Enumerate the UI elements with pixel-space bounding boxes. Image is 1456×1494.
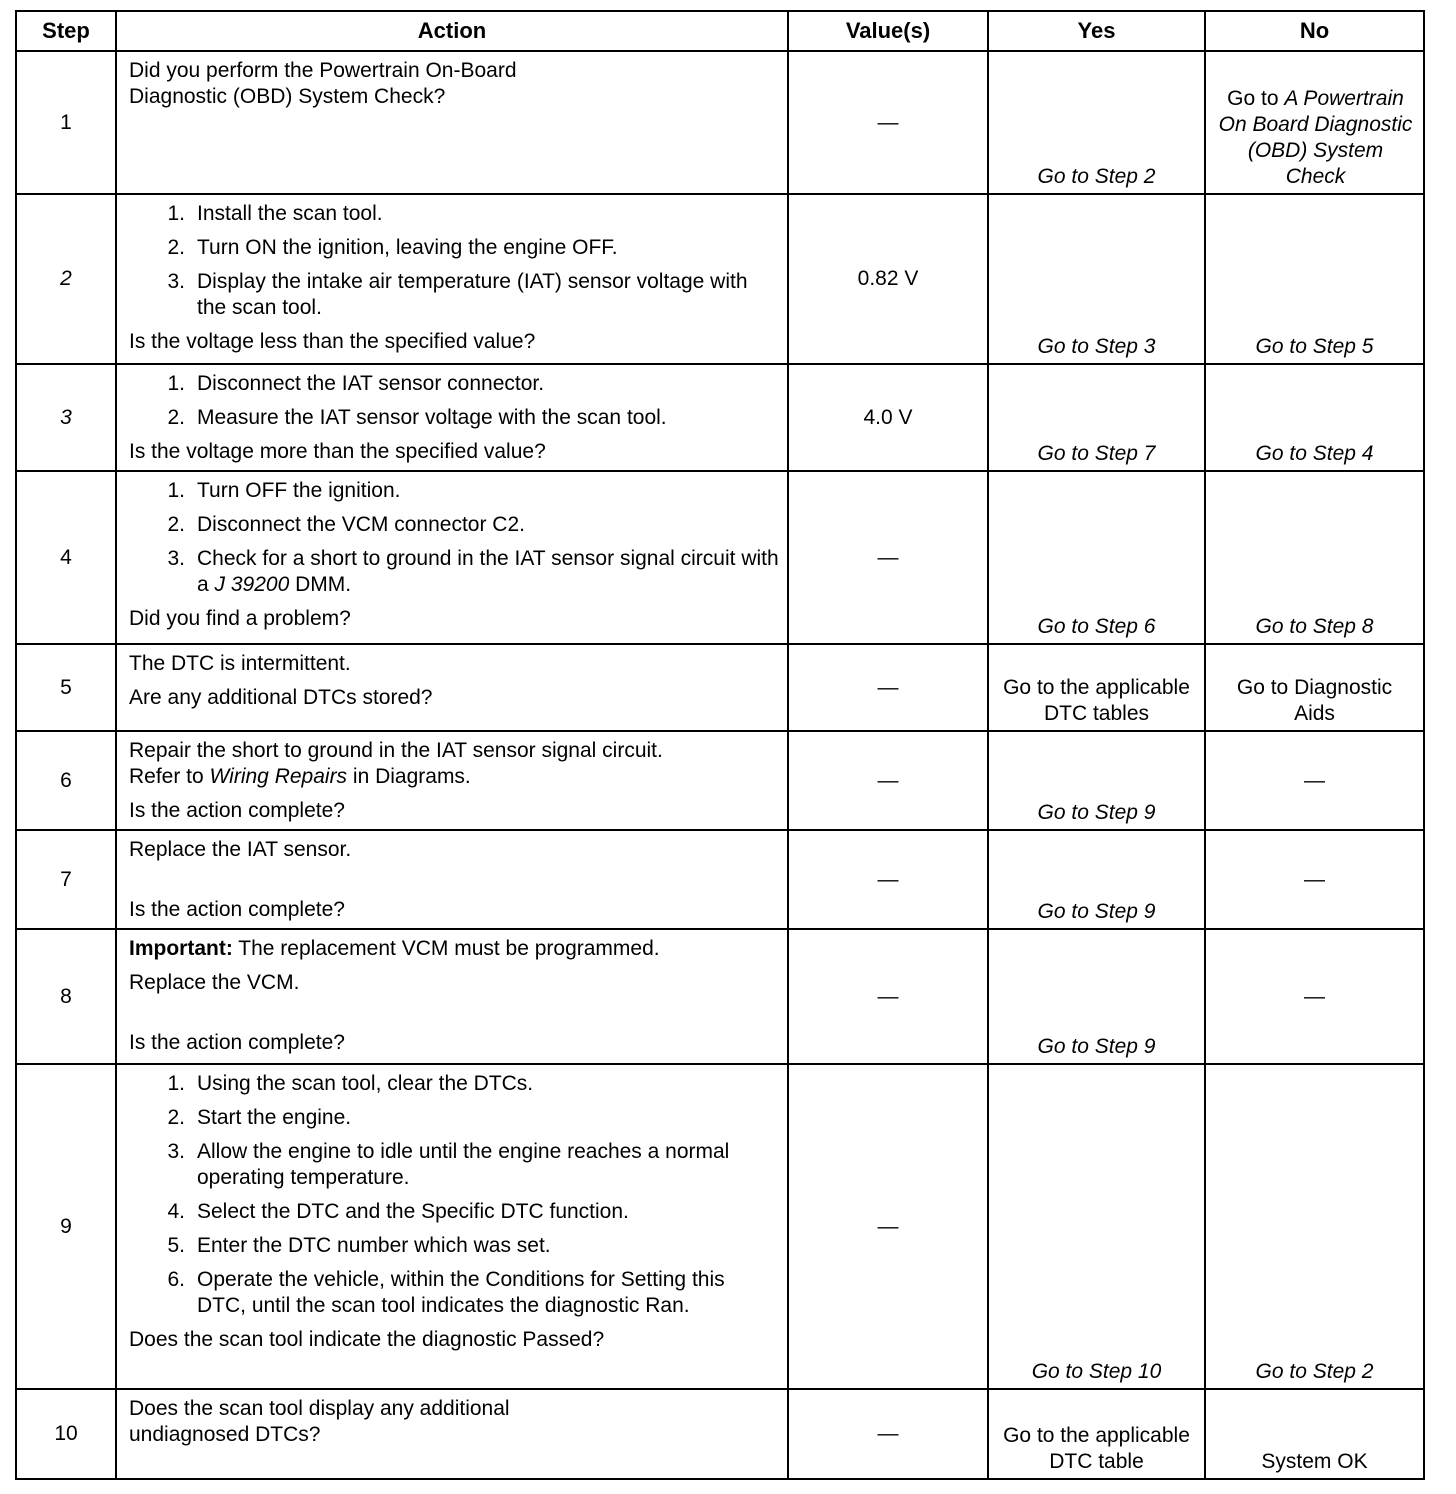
list-item: 5. Enter the DTC number which was set. xyxy=(167,1234,551,1257)
action-steps xyxy=(129,478,779,598)
action-steps xyxy=(129,371,779,431)
list-item: 2. Turn ON the ignition, leaving the engine OFF. xyxy=(167,236,618,259)
table-row-step-10 xyxy=(16,1389,1424,1479)
step-number: 1 xyxy=(16,51,116,194)
header-no: No xyxy=(1205,11,1424,51)
manual-reference: Wiring Repairs xyxy=(209,765,348,788)
yes-cell: Go to the applicable DTC table xyxy=(988,1389,1205,1479)
no-cell: Go to Diagnostic Aids xyxy=(1205,644,1424,731)
action-steps xyxy=(129,201,779,321)
action-cell xyxy=(116,644,788,731)
yes-cell: Go to the applicable DTC tables xyxy=(988,644,1205,731)
list-item: 2. Measure the IAT sensor voltage with the scan tool. xyxy=(167,406,667,429)
step-number: 4 xyxy=(16,471,116,644)
table-row-step-5 xyxy=(16,644,1424,731)
action-question: Is the action complete? xyxy=(129,898,345,921)
action-cell xyxy=(116,51,788,194)
value-cell: — xyxy=(788,471,988,644)
list-item: 1. Disconnect the IAT sensor connector. xyxy=(167,372,545,395)
table-row-step-9 xyxy=(16,1064,1424,1389)
action-steps xyxy=(129,1071,779,1319)
yes-cell: Go to Step 6 xyxy=(988,471,1205,644)
yes-cell: Go to Step 7 xyxy=(988,364,1205,471)
no-cell: Go to Step 5 xyxy=(1205,194,1424,364)
table-row-step-1 xyxy=(16,51,1424,194)
action-question: Did you find a problem? xyxy=(129,607,351,630)
yes-cell: Go to Step 3 xyxy=(988,194,1205,364)
tool-reference: J 39200 xyxy=(214,573,290,596)
action-line: Replace the VCM. xyxy=(129,971,300,994)
action-line: The DTC is intermittent. xyxy=(129,652,351,675)
important-note: Important: The replacement VCM must be programmed. xyxy=(129,937,660,960)
action-cell xyxy=(116,364,788,471)
table-row-step-4 xyxy=(16,471,1424,644)
list-item: 1. Using the scan tool, clear the DTCs. xyxy=(167,1072,534,1095)
list-item: 6. Operate the vehicle, within the Conditions for Setting this DTC, until the scan tool indicates the diagnostic Ran. xyxy=(167,1268,725,1317)
step-number: 8 xyxy=(16,929,116,1064)
action-cell xyxy=(116,731,788,830)
value-cell: — xyxy=(788,929,988,1064)
table-row-step-6 xyxy=(16,731,1424,830)
list-item: 1. Install the scan tool. xyxy=(167,202,383,225)
list-item: 3. Check for a short to ground in the IAT sensor signal circuit with a J 39200 DMM. xyxy=(167,547,779,596)
step-number: 3 xyxy=(16,364,116,471)
table-row-step-8 xyxy=(16,929,1424,1064)
header-step: Step xyxy=(16,11,116,51)
yes-cell: Go to Step 9 xyxy=(988,731,1205,830)
value-cell: — xyxy=(788,51,988,194)
list-item: 4. Select the DTC and the Specific DTC function. xyxy=(167,1200,629,1223)
table-row-step-3 xyxy=(16,364,1424,471)
yes-cell: Go to Step 10 xyxy=(988,1064,1205,1389)
header-action: Action xyxy=(116,11,788,51)
list-item: 2. Start the engine. xyxy=(167,1106,352,1129)
no-cell: Go to Step 8 xyxy=(1205,471,1424,644)
no-cell xyxy=(1205,51,1424,194)
action-line: Repair the short to ground in the IAT sensor signal circuit. xyxy=(129,739,663,762)
no-cell: — xyxy=(1205,830,1424,929)
action-cell xyxy=(116,929,788,1064)
action-question: Is the action complete? xyxy=(129,1031,345,1054)
yes-cell: Go to Step 2 xyxy=(988,51,1205,194)
action-cell xyxy=(116,471,788,644)
value-cell: — xyxy=(788,1389,988,1479)
action-question: Is the action complete? xyxy=(129,799,345,822)
action-line: Refer to Wiring Repairs in Diagrams. xyxy=(129,765,471,788)
action-cell xyxy=(116,1064,788,1389)
action-line: Does the scan tool display any additional xyxy=(129,1397,510,1420)
no-cell: System OK xyxy=(1205,1389,1424,1479)
header-row xyxy=(16,11,1424,51)
value-cell: — xyxy=(788,731,988,830)
action-cell xyxy=(116,194,788,364)
yes-cell: Go to Step 9 xyxy=(988,830,1205,929)
no-cell: Go to Step 2 xyxy=(1205,1064,1424,1389)
action-question: Is the voltage more than the specified value? xyxy=(129,440,546,463)
action-question: Does the scan tool indicate the diagnostic Passed? xyxy=(129,1328,605,1351)
step-number: 7 xyxy=(16,830,116,929)
important-label: Important: xyxy=(129,937,233,960)
header-values: Value(s) xyxy=(788,11,988,51)
yes-cell: Go to Step 9 xyxy=(988,929,1205,1064)
list-item: 2. Disconnect the VCM connector C2. xyxy=(167,513,525,536)
step-number: 9 xyxy=(16,1064,116,1389)
header-yes: Yes xyxy=(988,11,1205,51)
table-row-step-7 xyxy=(16,830,1424,929)
action-line: Diagnostic (OBD) System Check? xyxy=(129,85,446,108)
no-cell: — xyxy=(1205,731,1424,830)
value-cell: — xyxy=(788,830,988,929)
step-number: 2 xyxy=(16,194,116,364)
action-line: Did you perform the Powertrain On-Board xyxy=(129,59,517,82)
value-cell: 4.0 V xyxy=(788,364,988,471)
list-item: 3. Display the intake air temperature (IAT) sensor voltage with the scan tool. xyxy=(167,270,748,319)
no-prefix: Go to xyxy=(1227,87,1285,110)
table-row-step-2 xyxy=(16,194,1424,364)
no-reference: A Powertrain On Board Diagnostic (OBD) System Check xyxy=(1218,87,1413,188)
value-cell: — xyxy=(788,644,988,731)
action-cell xyxy=(116,830,788,929)
diagnostic-table xyxy=(15,10,1425,1480)
value-cell: 0.82 V xyxy=(788,194,988,364)
value-cell: — xyxy=(788,1064,988,1389)
step-number: 5 xyxy=(16,644,116,731)
list-item: 3. Allow the engine to idle until the engine reaches a normal operating temperature. xyxy=(167,1140,730,1189)
action-line: Replace the IAT sensor. xyxy=(129,838,352,861)
step-number: 10 xyxy=(16,1389,116,1479)
action-cell xyxy=(116,1389,788,1479)
action-question: Are any additional DTCs stored? xyxy=(129,686,433,709)
list-item: 1. Turn OFF the ignition. xyxy=(167,479,401,502)
action-question: Is the voltage less than the specified value? xyxy=(129,330,536,353)
action-line: undiagnosed DTCs? xyxy=(129,1423,321,1446)
no-cell: — xyxy=(1205,929,1424,1064)
no-cell: Go to Step 4 xyxy=(1205,364,1424,471)
step-number: 6 xyxy=(16,731,116,830)
